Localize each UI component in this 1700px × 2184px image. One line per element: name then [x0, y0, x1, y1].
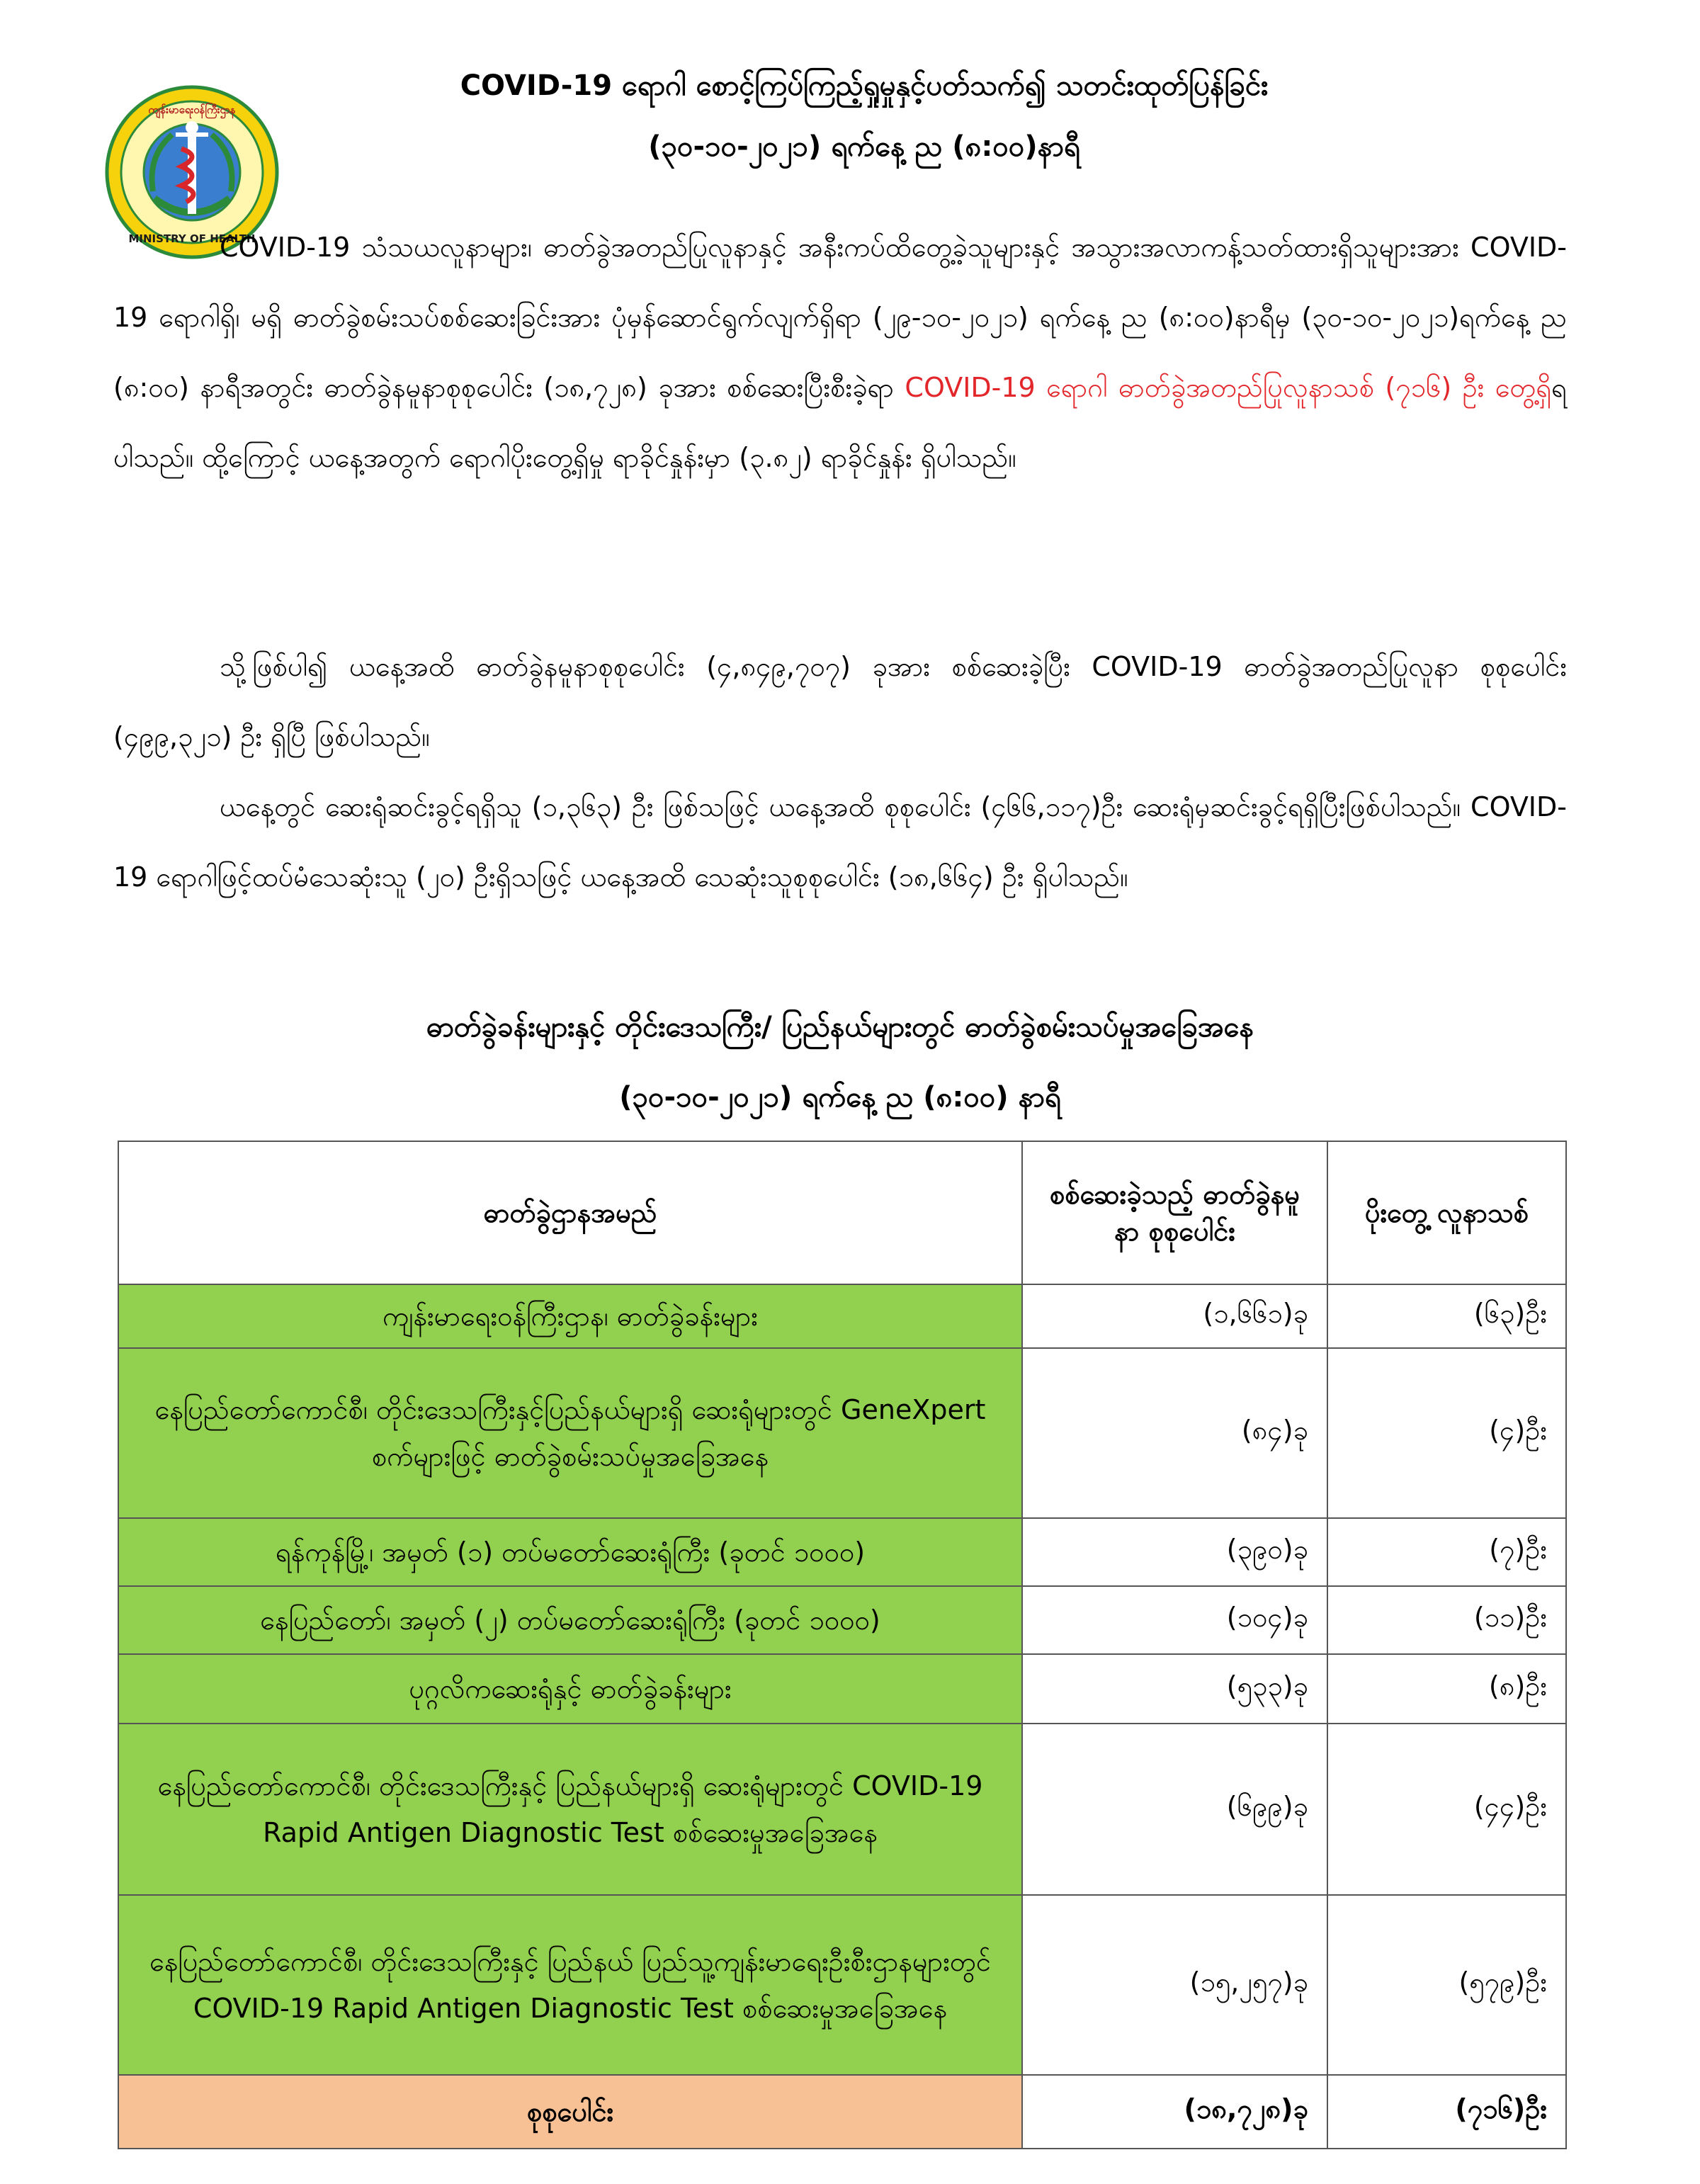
positive-count: (၆၃)ဦး — [1327, 1284, 1566, 1348]
lab-name: ကျန်းမာရေးဝန်ကြီးဌာန၊ ဓာတ်ခွဲခန်းများ — [118, 1284, 1022, 1348]
lab-name: နေပြည်တော်၊ အမှတ် (၂) တပ်မတော်ဆေးရုံကြီး (ခုတင် ၁၀၀၀) — [118, 1586, 1022, 1654]
total-positive: (၇၁၆)ဦး — [1327, 2075, 1566, 2149]
section-title: ဓာတ်ခွဲခန်းများနှင့် တိုင်းဒေသကြီး/ ပြည်နယ်များတွင် ဓာတ်ခွဲစမ်းသပ်မှုအခြေအနေ — [426, 1011, 1254, 1043]
table-row — [118, 1348, 1566, 1518]
section-date: (၃၀-၁၀-၂၀၂၁) ရက်နေ့ ည (၈:၀၀) နာရီ — [619, 1081, 1061, 1114]
highlight-new-cases: COVID-19 ရောဂါ ဓာတ်ခွဲအတည်ပြုလူနာသစ် (၇၁၆) ဦး တွေ့ရှိ — [905, 372, 1552, 403]
svg-text:ကျန်းမာရေးဝန်ကြီးဌာန: ကျန်းမာရေးဝန်ကြီးဌာန — [148, 103, 236, 116]
paragraph-tests-summary — [113, 213, 1567, 493]
total-samples: (၁၈,၇၂၈)ခု — [1022, 2075, 1327, 2149]
header-lab-name: ဓာတ်ခွဲဌာနအမည် — [118, 1141, 1022, 1284]
lab-results-table — [118, 1141, 1567, 2149]
lab-name: ရန်ကုန်မြို့၊ အမှတ် (၁) တပ်မတော်ဆေးရုံကြီး (ခုတင် ၁၀၀၀) — [118, 1518, 1022, 1586]
table-row — [118, 1654, 1566, 1724]
paragraph-text: သို့ဖြစ်ပါ၍ ယနေ့အထိ ဓာတ်ခွဲနမူနာစုစုပေါင်း (၄,၈၄၉,၇၀၇) ခုအား စစ်ဆေးခဲ့ပြီး COVID-19 ဓာတ်ခွဲအတည်ပြုလူနာ စုစုပေါင်း (၄၉၉,၃၂၁) ဦး ရှိပြီ ဖြစ်ပါသည်။ — [113, 651, 1567, 752]
header-samples-total: စစ်ဆေးခဲ့သည့် ဓာတ်ခွဲနမူနာ စုစုပေါင်း — [1022, 1141, 1327, 1284]
table-row — [118, 1586, 1566, 1654]
page-title: COVID-19 ရောဂါ စောင့်ကြပ်ကြည့်ရှုမှုနှင့်ပတ်သက်၍ သတင်းထုတ်ပြန်ခြင်း — [460, 69, 1269, 102]
positive-count: (၈)ဦး — [1327, 1654, 1566, 1724]
paragraph-text: COVID-19 သံသယလူနာများ၊ ဓာတ်ခွဲအတည်ပြုလူနာနှင့် အနီးကပ်ထိတွေ့ခဲ့သူများနှင့် အသွားအလာကန့်သတ်ထားရှိသူများအား COVID-19 ရောဂါရှိ၊ မရှိ ဓာတ်ခွဲစမ်းသပ်စစ်ဆေးခြင်းအား ပုံမှန်ဆောင်ရွက်လျက်ရှိရာ (၂၉-၁၀-၂၀၂၁) ရက်နေ့ ည (၈:၀၀)နာရီမှ (၃၀-၁၀-၂၀၂၁)ရက်နေ့ ည (၈:၀၀) နာရီအတွင်း ဓာတ်ခွဲနမူနာစုစုပေါင်း (၁၈,၇၂၈) ခုအား စစ်ဆေးပြီးစီးခဲ့ရာ — [113, 232, 1567, 403]
paragraph-recoveries-deaths — [113, 772, 1567, 912]
positive-count: (၄)ဦး — [1327, 1348, 1566, 1518]
svg-text:MINISTRY OF HEALTH: MINISTRY OF HEALTH — [128, 232, 256, 245]
positive-count: (၇)ဦး — [1327, 1518, 1566, 1586]
table-row — [118, 1895, 1566, 2075]
positive-count: (၄၄)ဦး — [1327, 1724, 1566, 1895]
samples-count: (၁,၆၆၁)ခု — [1022, 1284, 1327, 1348]
page-date: (၃၀-၁၀-၂၀၂၁) ရက်နေ့ ည (၈:၀၀)နာရီ — [648, 130, 1080, 163]
lab-name: နေပြည်တော်ကောင်စီ၊ တိုင်းဒေသကြီးနှင့် ပြည်နယ် ပြည်သူ့ကျန်းမာရေးဦးစီးဌာနများတွင် COVID-19 Rapid Antigen Diagnostic Test စစ်ဆေးမှုအခြေအနေ — [118, 1895, 1022, 2075]
samples-count: (၁၀၄)ခု — [1022, 1586, 1327, 1654]
samples-count: (၈၄)ခု — [1022, 1348, 1327, 1518]
samples-count: (၆၉၉)ခု — [1022, 1724, 1327, 1895]
paragraph-text: ယနေ့တွင် ဆေးရုံဆင်းခွင့်ရရှိသူ (၁,၃၆၃) ဦး ဖြစ်သဖြင့် ယနေ့အထိ စုစုပေါင်း (၄၆၆,၁၁၇)ဦး ဆေးရုံမှဆင်းခွင့်ရရှိပြီးဖြစ်ပါသည်။ COVID-19 ရောဂါဖြင့်ထပ်မံသေဆုံးသူ (၂၀) ဦးရှိသဖြင့် ယနေ့အထိ သေဆုံးသူစုစုပေါင်း (၁၈,၆၆၄) ဦး ရှိပါသည်။ — [113, 791, 1567, 893]
samples-count: (၃၉၀)ခု — [1022, 1518, 1327, 1586]
positive-count: (၅၇၉)ဦး — [1327, 1895, 1566, 2075]
paragraph-text: ရပါသည်။ ထို့ကြောင့် ယနေ့အတွက် ရောဂါပိုးတွေ့ရှိမှု ရာခိုင်နှုန်းမှာ (၃.၈၂) ရာခိုင်နှုန်း ရှိပါသည်။ — [113, 372, 1567, 473]
lab-name: နေပြည်တော်ကောင်စီ၊ တိုင်းဒေသကြီးနှင့် ပြည်နယ်များရှိ ဆေးရုံများတွင် COVID-19 Rapid Antigen Diagnostic Test စစ်ဆေးမှုအခြေအနေ — [118, 1724, 1022, 1895]
table-row — [118, 1518, 1566, 1586]
table-row — [118, 1284, 1566, 1348]
total-label: စုစုပေါင်း — [118, 2075, 1022, 2149]
positive-count: (၁၁)ဦး — [1327, 1586, 1566, 1654]
table-total-row — [118, 2075, 1566, 2149]
table-row — [118, 1724, 1566, 1895]
table-header-row — [118, 1141, 1566, 1284]
samples-count: (၁၅,၂၅၇)ခု — [1022, 1895, 1327, 2075]
samples-count: (၅၃၃)ခု — [1022, 1654, 1327, 1724]
paragraph-cumulative — [113, 632, 1567, 772]
lab-name: နေပြည်တော်ကောင်စီ၊ တိုင်းဒေသကြီးနှင့်ပြည်နယ်များရှိ ဆေးရုံများတွင် GeneXpert စက်များဖြင့် ဓာတ်ခွဲစမ်းသပ်မှုအခြေအနေ — [118, 1348, 1022, 1518]
lab-name: ပုဂ္ဂလိကဆေးရုံနှင့် ဓာတ်ခွဲခန်းများ — [118, 1654, 1022, 1724]
header-new-positive: ပိုးတွေ့ လူနာသစ် — [1327, 1141, 1566, 1284]
